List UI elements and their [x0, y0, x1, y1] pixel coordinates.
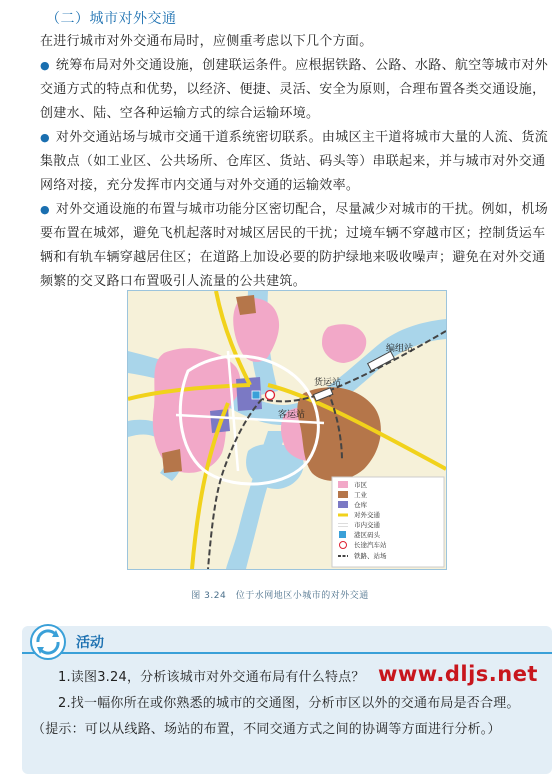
activity-box — [22, 626, 552, 774]
industry-area-west — [162, 449, 182, 473]
paragraph-2 — [40, 126, 548, 198]
bullet-dot: ● — [40, 131, 50, 144]
paragraph-3-text: 对外交通设施的布置与城市功能分区密切配合，尽量减少对城市的干扰。例如，机场要布置在城郊，避免飞机起落时对城区居民的干扰；过境车辆不穿越市区；控制货运车辆和有轨车辆穿越居住区；在道路上加设必要的防护绿地来吸收噪声；避免在对外交通频繁的交叉路口布置吸引人流量的公共建筑。 — [40, 202, 549, 289]
legend-swatch-industry — [338, 491, 348, 498]
paragraph-1 — [40, 54, 548, 126]
activity-header — [22, 626, 552, 654]
harbor-icon — [252, 391, 260, 399]
legend-bus-station-icon — [340, 542, 347, 549]
watermark: www.dljs.net — [378, 662, 538, 686]
paragraph-1-text: 统筹布局对外交通设施，创建联运条件。应根据铁路、公路、水路、航空等城市对外交通方式的特点和优势，以经济、便捷、灵活、安全为原则，合理布置各类交通设施，创建水、陆、空各种运输方式的综合运输环境。 — [40, 58, 549, 121]
section-title: （二）城市对外交通 — [46, 11, 177, 27]
legend-label-industry: 工业 — [354, 491, 367, 499]
marshalling-station-label: 编组站 — [386, 344, 414, 354]
city-traffic-map — [128, 291, 446, 569]
paragraph-3 — [40, 198, 548, 294]
bullet-dot: ● — [40, 203, 50, 216]
legend-label-warehouse: 仓库 — [354, 501, 367, 509]
paragraph-2-text: 对外交通站场与城市交通干道系统密切联系。由城区主干道将城市大量的人流、货流集散点（如工业区、公共场所、仓库区、货站、码头等）串联起来，并与城市对外交通网络对接，充分发挥市内交通与对外交通的运输效率。 — [40, 130, 549, 193]
activity-cycle-icon — [28, 622, 68, 662]
activity-title: 活动 — [76, 635, 104, 651]
activity-question-1: 1.读图3.24，分析该城市对外交通布局有什么特点？ — [58, 670, 365, 685]
freight-station-label: 货运站 — [314, 378, 342, 388]
legend-label-bus: 长途汽车站 — [354, 541, 387, 549]
legend-swatch-urban — [338, 481, 348, 488]
paragraph-intro: 在进行城市对外交通布局时，应侧重考虑以下几个方面。 — [40, 34, 373, 49]
legend-label-railway: 铁路、站场 — [354, 552, 387, 560]
legend-label-internal: 市内交通 — [354, 521, 380, 529]
activity-question-2: 2.找一幅你所在或你熟悉的城市的交通图，分析市区以外的交通布局是否合理。 — [58, 696, 520, 711]
figure-caption: 图 3.24 位于水网地区小城市的对外交通 — [191, 591, 369, 601]
legend-harbor-icon — [339, 531, 346, 538]
legend-box — [332, 477, 444, 567]
legend — [332, 477, 444, 567]
figure-frame — [127, 290, 447, 570]
bus-station-icon — [266, 391, 275, 400]
legend-label-urban: 市区 — [354, 481, 367, 489]
legend-label-external: 对外交通 — [354, 511, 380, 519]
legend-swatch-warehouse — [338, 501, 348, 508]
bullet-dot: ● — [40, 59, 50, 72]
passenger-station-label: 客运站 — [278, 410, 306, 420]
legend-label-harbor: 港区码头 — [354, 531, 380, 539]
activity-hint: （提示：可以从线路、场站的布置，不同交通方式之间的协调等方面进行分析。） — [32, 722, 501, 737]
